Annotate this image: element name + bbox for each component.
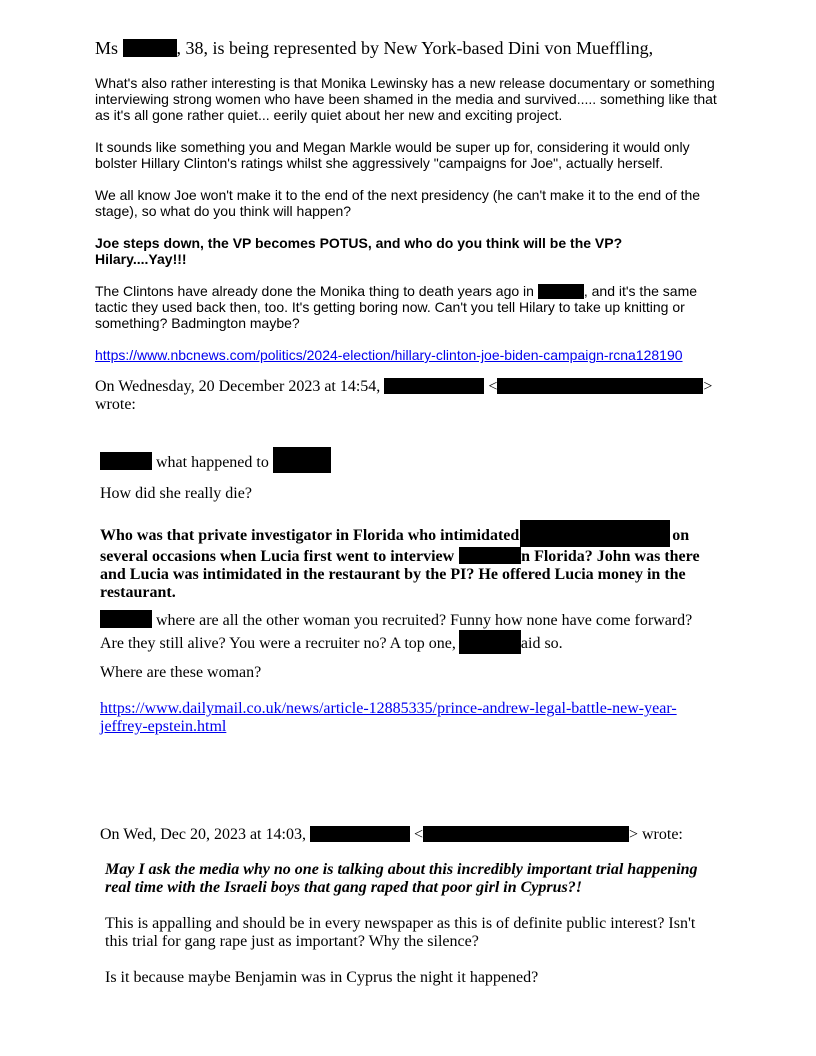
paragraph-monika [95, 75, 717, 123]
text-line: this trial for gang rape just as important? Why the silence? [105, 933, 479, 950]
text-fragment: on [672, 527, 690, 544]
text-fragment: what happened to [152, 454, 273, 471]
text-line: real time with the Israeli boys that gang raped that poor girl in Cyprus?! [105, 879, 582, 896]
text-line [100, 520, 700, 547]
link-line: https://www.dailymail.co.uk/news/article-12885335/prince-andrew-legal-battle-new-year- [100, 700, 677, 717]
header-line [95, 38, 653, 58]
redaction-box [273, 447, 331, 473]
link-line: jeffrey-epstein.html [100, 718, 227, 735]
text-line: bolster Hillary Clinton's ratings whilst she aggressively "campaigns for Joe", actually herself. [95, 155, 664, 171]
text-line: Hilary....Yay!!! [95, 251, 187, 267]
text-line: What's also rather interesting is that Monika Lewinsky has a new release documentary or something [95, 75, 715, 91]
redaction-box [423, 826, 629, 842]
redaction-box [310, 826, 410, 842]
text-line: It sounds like something you and Megan Markle would be super up for, considering it would only [95, 139, 690, 155]
redaction-box [459, 630, 521, 654]
text-fragment: Who was that private investigator in Florida who intimidated [100, 527, 520, 544]
paragraph-recruited [100, 610, 692, 654]
nbcnews-link[interactable]: https://www.nbcnews.com/politics/2024-election/hillary-clinton-joe-biden-campaign-rcna128190 [95, 347, 683, 363]
text-fragment: On Wed, Dec 20, 2023 at 14:03, [100, 826, 310, 843]
redaction-box [123, 39, 177, 57]
text-fragment: aid so. [520, 635, 563, 652]
paragraph-cyprus-bold [105, 861, 698, 897]
text-fragment: On Wednesday, 20 December 2023 at 14:54, [95, 378, 385, 395]
text-line: May I ask the media why no one is talking about this incredibly important trial happening [105, 861, 698, 878]
text-line: wrote: [95, 396, 136, 413]
line-where-woman: Where are these woman? [100, 664, 262, 681]
text-line [100, 610, 692, 630]
redaction-box [100, 610, 152, 628]
text-line: We all know Joe won't make it to the end of the next presidency (he can't make it to the end of the [95, 187, 701, 203]
text-fragment: The Clintons have already done the Monika thing to death years ago in [95, 283, 538, 299]
header-text-start: Ms [95, 38, 123, 58]
text-line [95, 378, 712, 396]
redaction-box [100, 452, 152, 470]
text-fragment: > [703, 378, 713, 395]
text-fragment: < [413, 826, 423, 843]
line-what-happened [100, 447, 331, 473]
redaction-box [538, 284, 584, 299]
paragraph-vp-bold [95, 235, 622, 267]
text-line [95, 283, 697, 299]
text-line [100, 630, 692, 654]
text-line: Joe steps down, the VP becomes POTUS, and who do you think will be the VP? [95, 235, 623, 251]
text-fragment: where are all the other woman you recruited? Funny how none have come forward? [152, 612, 693, 629]
redaction-box [520, 520, 670, 547]
text-line: and Lucia was intimidated in the restaurant by the PI? He offered Lucia money in the [100, 566, 686, 583]
redaction-box [459, 547, 521, 564]
text-line: as it's all gone rather quiet... eerily quiet about her new and exciting project. [95, 107, 563, 123]
text-fragment: > wrote: [628, 826, 683, 843]
text-line: This is appalling and should be in every newspaper as this is of definite public interest? Isn't [105, 915, 696, 932]
text-fragment: several occasions when Lucia first went to interview [100, 548, 455, 565]
quote-header-1 [95, 378, 712, 414]
text-fragment: n Florida? John was there [521, 548, 700, 565]
text-line [100, 547, 700, 566]
text-fragment: Are they still alive? You were a recruiter no? A top one, [100, 635, 456, 652]
line-benjamin: Is it because maybe Benjamin was in Cyprus the night it happened? [105, 969, 539, 986]
paragraph-markle [95, 139, 690, 171]
redaction-box [384, 378, 484, 394]
paragraph-joe [95, 187, 700, 219]
text-line: stage), so what do you think will happen? [95, 203, 352, 219]
text-line: interviewing strong women who have been shamed in the media and survived..... something like that [95, 91, 717, 107]
text-fragment: , and it's the same [583, 283, 698, 299]
text-fragment: < [488, 378, 498, 395]
text-line: tactic they used back then, too. It's getting boring now. Can't you tell Hilary to take up knitting or [95, 299, 685, 315]
paragraph-clintons [95, 283, 697, 331]
header-text-end: , 38, is being represented by New York-based Dini von Mueffling, [176, 38, 654, 58]
text-line: something? Badmington maybe? [95, 315, 300, 331]
line-how-die: How did she really die? [100, 485, 252, 502]
paragraph-investigator [100, 520, 700, 602]
text-line: restaurant. [100, 584, 176, 601]
paragraph-appalling [105, 915, 695, 951]
dailymail-link[interactable] [100, 700, 677, 736]
redaction-box [497, 378, 703, 394]
quote-header-2 [100, 826, 683, 844]
